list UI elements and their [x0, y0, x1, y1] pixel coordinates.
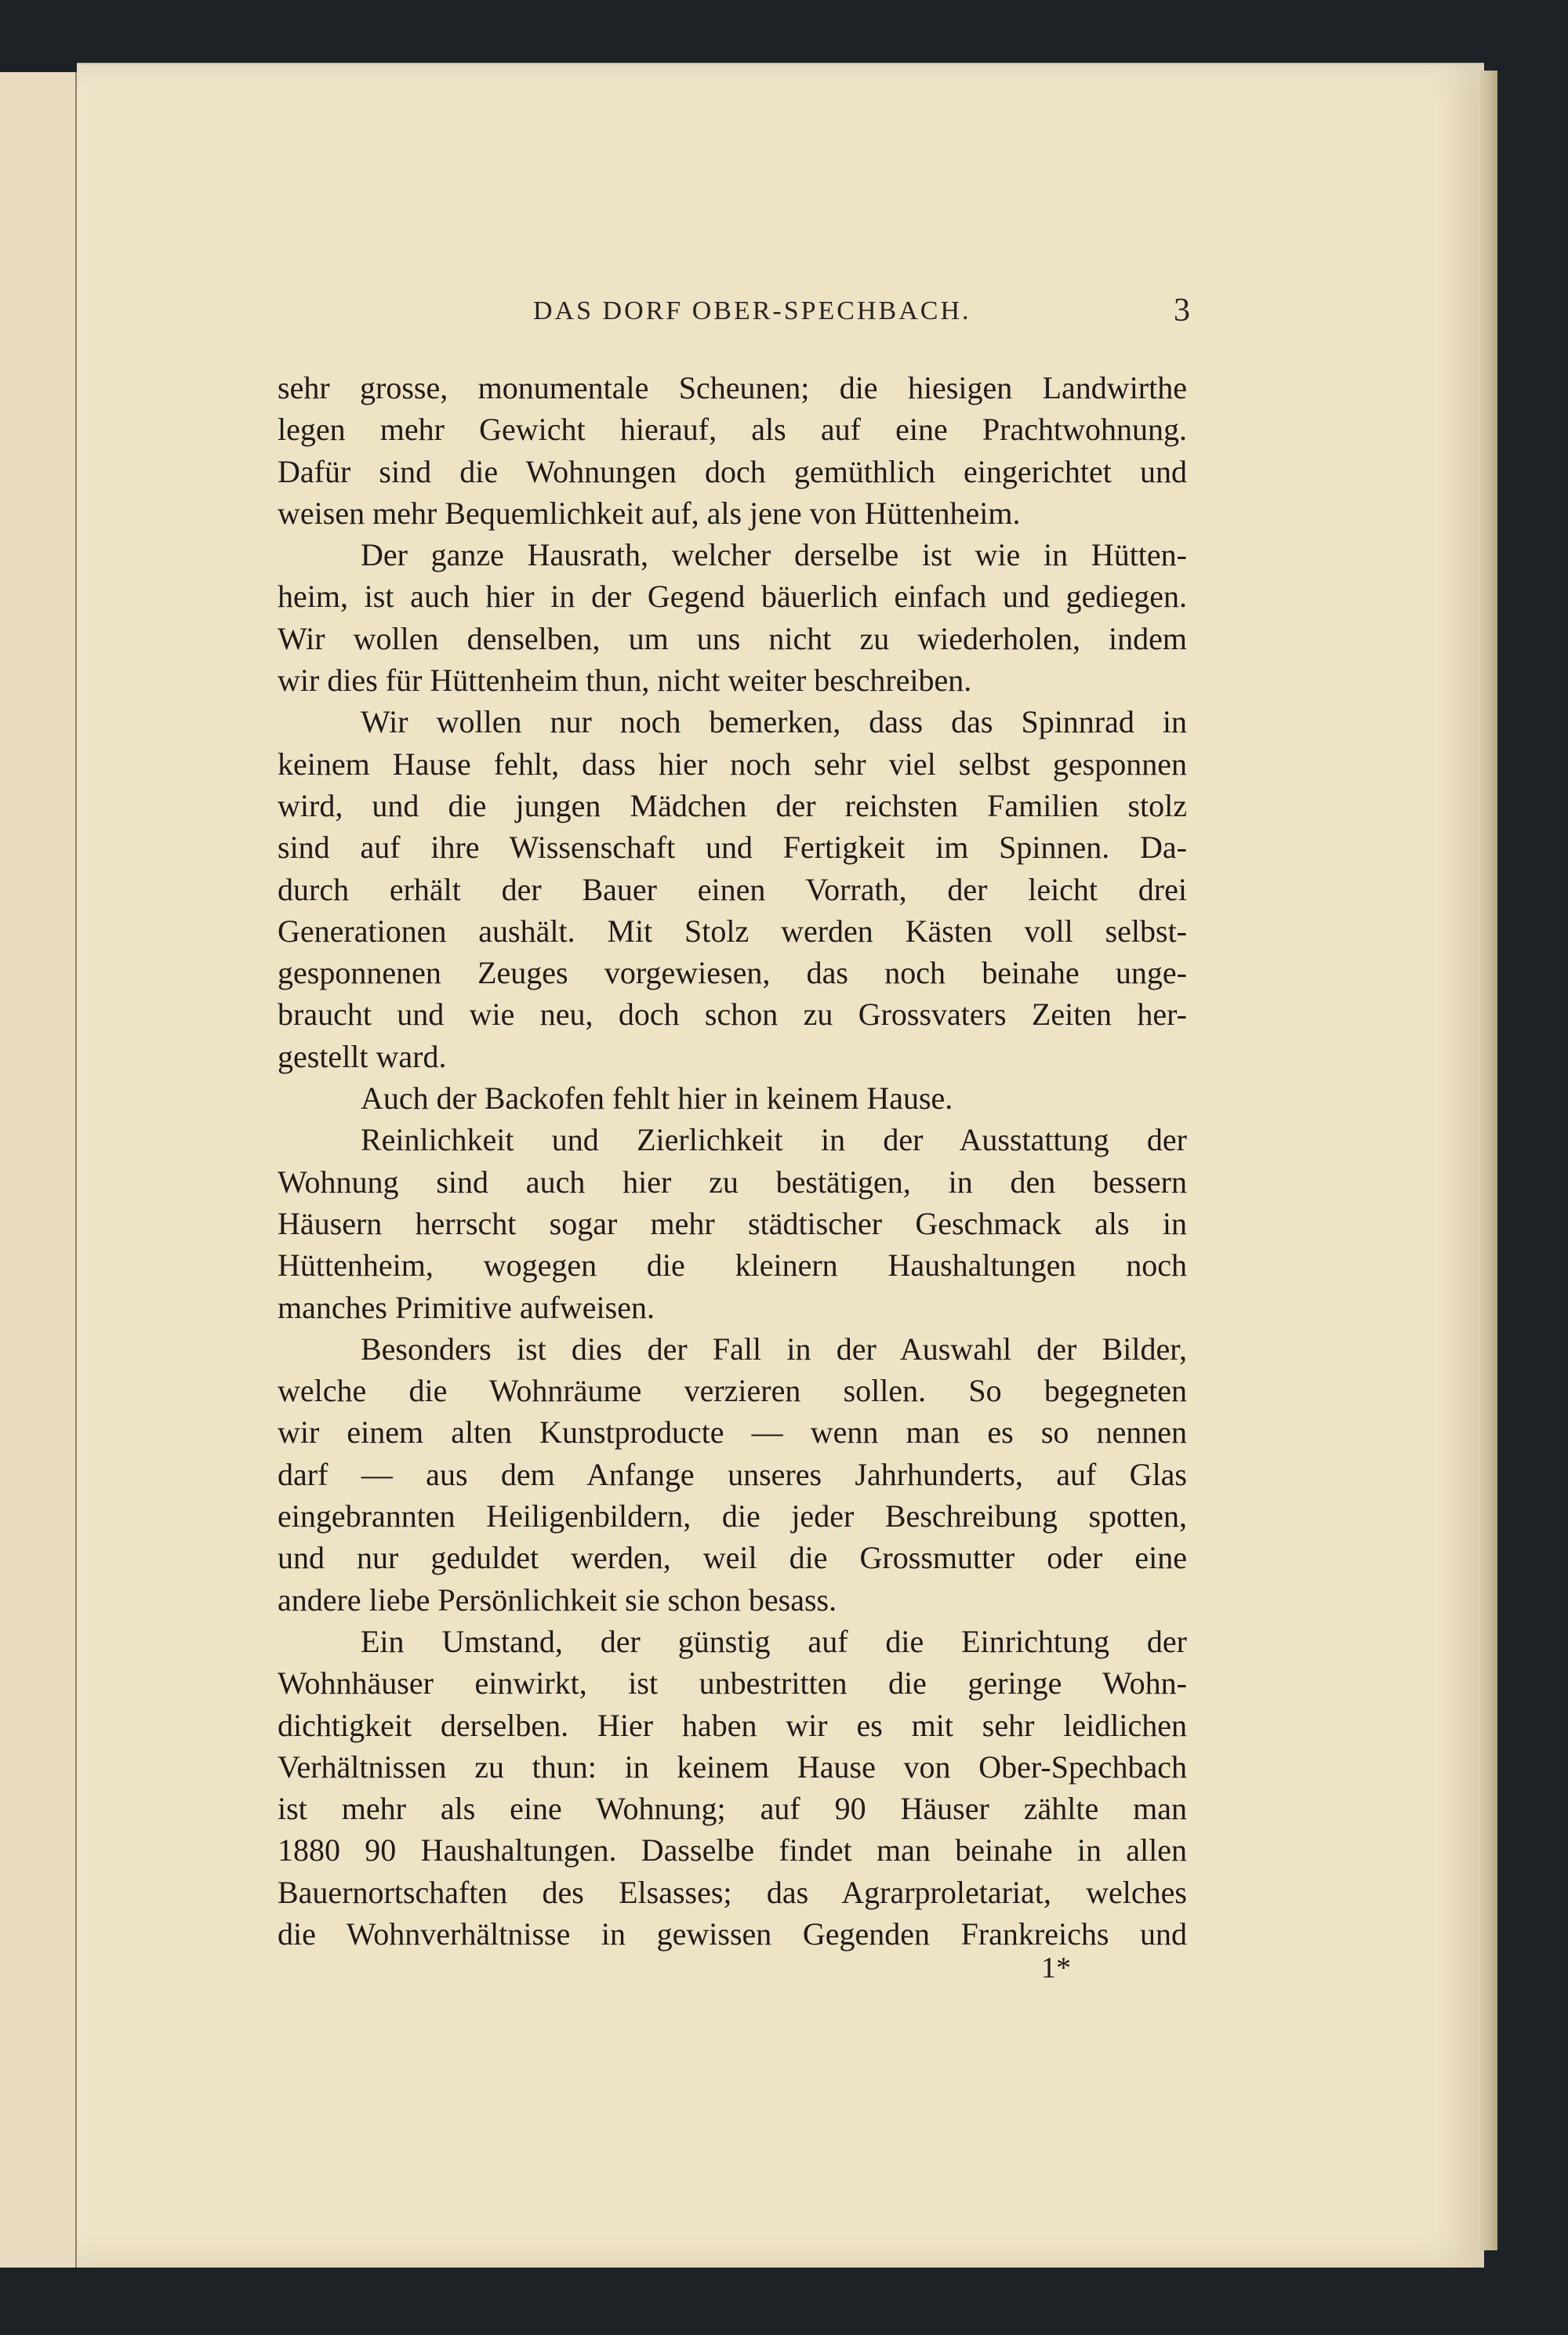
text-line: Wohnhäuser einwirkt, ist unbestritten die geringe Wohn-: [278, 1665, 1187, 1701]
text-line: wird, und die jungen Mädchen der reichsten Familien stolz: [278, 787, 1187, 823]
text-line: wir einem alten Kunstproducte — wenn man es so nennen: [278, 1414, 1187, 1451]
text-line: wir dies für Hüttenheim thun, nicht weiter beschreiben.: [278, 663, 972, 699]
text-line: Hüttenheim, wogegen die kleinern Haushaltungen noch: [278, 1247, 1187, 1284]
text-line: Der ganze Hausrath, welcher derselbe ist wie in Hütten-: [361, 537, 1187, 573]
text-line: durch erhält der Bauer einen Vorrath, der leicht drei: [278, 871, 1187, 907]
running-title: DAS DORF OBER-SPECHBACH.: [533, 296, 971, 325]
text-line: darf — aus dem Anfange unseres Jahrhunderts, auf Glas: [278, 1456, 1187, 1492]
signature-mark: 1*: [1041, 1952, 1071, 1985]
text-line: sehr grosse, monumentale Scheunen; die hiesigen Landwirthe: [278, 370, 1187, 405]
text-line: weisen mehr Bequemlichkeit auf, als jene von Hüttenheim.: [278, 495, 1021, 531]
text-line: gesponnenen Zeuges vorgewiesen, das noch beinahe unge-: [278, 955, 1187, 991]
body-text: [278, 367, 1187, 1955]
text-line: Dafür sind die Wohnungen doch gemüthlich eingerichtet und: [278, 453, 1187, 489]
text-line: Generationen aushält. Mit Stolz werden Kästen voll selbst-: [278, 913, 1187, 949]
text-line: gestellt ward.: [278, 1038, 447, 1074]
text-line: ist mehr als eine Wohnung; auf 90 Häuser zählte man: [278, 1791, 1187, 1827]
text-line: legen mehr Gewicht hierauf, als auf eine Prachtwohnung.: [278, 412, 1187, 448]
text-line: Wir wollen denselben, um uns nicht zu wiederholen, indem: [278, 620, 1187, 656]
text-line: eingebrannten Heiligenbildern, die jeder Beschreibung spotten,: [278, 1498, 1187, 1534]
text-line: dichtigkeit derselben. Hier haben wir es mit sehr leidlichen: [278, 1707, 1187, 1743]
text-line: Verhältnissen zu thun: in keinem Hause von Ober-Spechbach: [278, 1749, 1187, 1785]
page-fore-edge: [1480, 71, 1497, 2250]
text-line: Reinlichkeit und Zierlichkeit in der Ausstattung der: [361, 1122, 1187, 1158]
text-line: Auch der Backofen fehlt hier in keinem Hause.: [361, 1080, 953, 1117]
left-page-edge: [0, 72, 78, 2268]
text-line: welche die Wohnräume verzieren sollen. So begegneten: [278, 1373, 1187, 1409]
text-line: 1880 90 Haushaltungen. Dasselbe findet man beinahe in allen: [278, 1832, 1187, 1868]
text-line: keinem Hause fehlt, dass hier noch sehr viel selbst gesponnen: [278, 746, 1187, 782]
text-line: heim, ist auch hier in der Gegend bäuerlich einfach und gediegen.: [278, 579, 1187, 615]
text-line: manches Primitive aufweisen.: [278, 1289, 655, 1325]
text-line: Ein Umstand, der günstig auf die Einrichtung der: [361, 1623, 1187, 1659]
text-line: braucht und wie neu, doch schon zu Grossvaters Zeiten her-: [278, 997, 1187, 1033]
text-line: und nur geduldet werden, weil die Grossmutter oder eine: [278, 1540, 1187, 1576]
text-line: Besonders ist dies der Fall in der Auswahl der Bilder,: [361, 1331, 1187, 1367]
text-line: die Wohnverhältnisse in gewissen Gegenden Frankreichs und: [278, 1916, 1187, 1952]
text-line: sind auf ihre Wissenschaft und Fertigkeit im Spinnen. Da-: [278, 830, 1187, 866]
text-line: Wir wollen nur noch bemerken, dass das Spinnrad in: [361, 704, 1187, 740]
page-number: 3: [1174, 292, 1190, 329]
text-line: andere liebe Persönlichkeit sie schon besass.: [278, 1581, 837, 1618]
text-line: Wohnung sind auch hier zu bestätigen, in den bessern: [278, 1164, 1187, 1200]
running-header: [281, 292, 1190, 336]
text-line: Bauernortschaften des Elsasses; das Agrarproletariat, welches: [278, 1874, 1187, 1910]
text-line: Häusern herrscht sogar mehr städtischer Geschmack als in: [278, 1205, 1187, 1241]
